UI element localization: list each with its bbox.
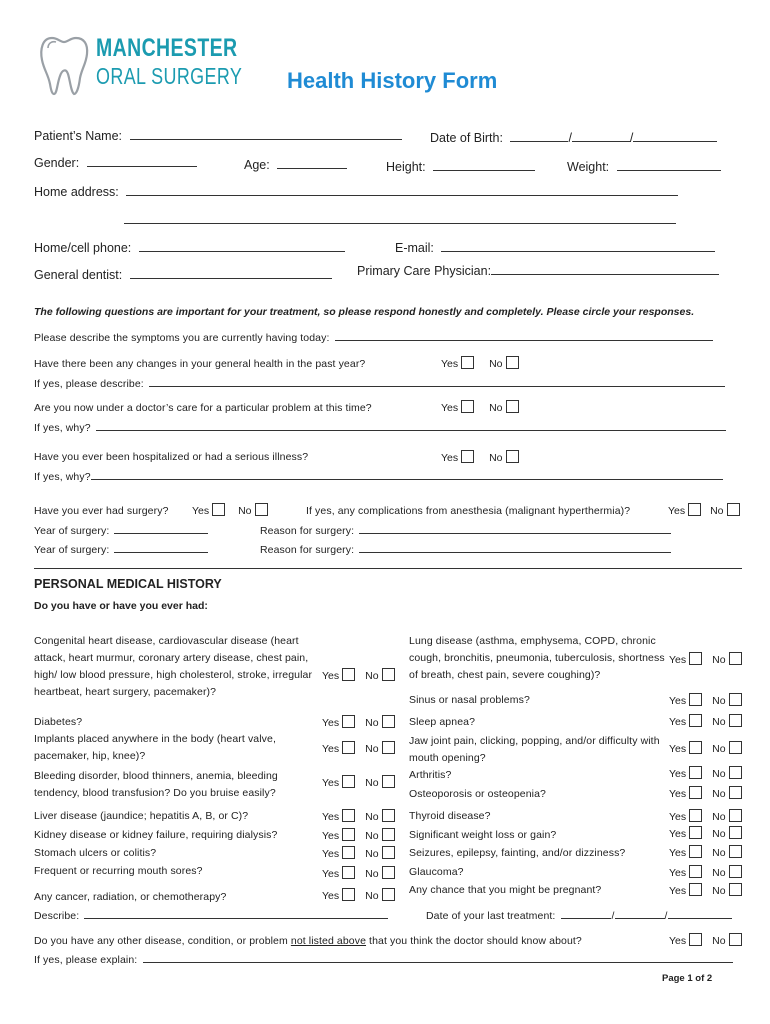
doctor-care-no-checkbox[interactable] <box>506 400 519 413</box>
hospitalized-yes-no <box>441 450 519 464</box>
yes-label: Yes <box>669 828 687 840</box>
gender-label: Gender: <box>34 156 80 170</box>
describe-row <box>34 909 388 922</box>
yes-label: Yes <box>441 402 459 414</box>
pregnant-yes-no <box>669 883 742 897</box>
heart-yes-no <box>322 668 395 682</box>
cancer-yes-checkbox[interactable] <box>342 888 355 901</box>
thyroid-yes-checkbox[interactable] <box>689 809 702 822</box>
no-label: No <box>365 670 379 682</box>
last-treatment-day-field[interactable] <box>615 909 665 919</box>
glaucoma-no-checkbox[interactable] <box>729 865 742 878</box>
yes-label: Yes <box>669 847 687 859</box>
yes-label: Yes <box>669 768 687 780</box>
email-label: E-mail: <box>395 241 434 255</box>
osteoporosis-no-checkbox[interactable] <box>729 786 742 799</box>
reason-surgery-field[interactable] <box>359 524 671 534</box>
condition-sleep-apnea: Sleep apnea? <box>409 716 476 728</box>
patient-name-label: Patient’s Name: <box>34 129 123 143</box>
doctor-why-label: If yes, why? <box>34 422 91 434</box>
no-label: No <box>489 452 503 464</box>
jaw-no-checkbox[interactable] <box>729 741 742 754</box>
no-label: No <box>710 505 724 517</box>
seizures-no-checkbox[interactable] <box>729 845 742 858</box>
dentist-label: General dentist: <box>34 268 123 282</box>
yes-label: Yes <box>322 890 340 902</box>
anesthesia-question: If yes, any complications from anesthesia (malignant hyperthermia)? <box>306 505 631 517</box>
glaucoma-yes-checkbox[interactable] <box>689 865 702 878</box>
yes-label: Yes <box>322 868 340 880</box>
osteoporosis-yes-checkbox[interactable] <box>689 786 702 799</box>
condition-sinus: Sinus or nasal problems? <box>409 694 530 706</box>
no-label: No <box>489 402 503 414</box>
no-label: No <box>712 654 726 666</box>
cancer-no-checkbox[interactable] <box>382 888 395 901</box>
other-disease-emphasis: not listed above <box>290 935 367 947</box>
weight-label: Weight: <box>567 160 610 174</box>
yes-label: Yes <box>669 654 687 666</box>
sleep-apnea-yes-checkbox[interactable] <box>689 714 702 727</box>
pregnant-no-checkbox[interactable] <box>729 883 742 896</box>
hospitalized-why-row <box>34 470 723 483</box>
other-disease-yes-checkbox[interactable] <box>689 933 702 946</box>
hospitalized-why-field[interactable] <box>91 470 723 480</box>
condition-diabetes: Diabetes? <box>34 716 83 728</box>
section-divider <box>34 568 742 569</box>
phone-row <box>34 240 345 255</box>
kidney-no-checkbox[interactable] <box>382 828 395 841</box>
dob-label: Date of Birth: <box>430 131 503 145</box>
other-disease-text-end: that you think the doctor should know about? <box>366 935 582 947</box>
yes-label: Yes <box>669 743 687 755</box>
implants-no-checkbox[interactable] <box>382 741 395 754</box>
doctor-why-field[interactable] <box>96 421 726 431</box>
age-row <box>244 157 347 172</box>
no-label: No <box>365 848 379 860</box>
yes-label: Yes <box>669 885 687 897</box>
changes-describe-label: If yes, please describe: <box>34 378 144 390</box>
osteoporosis-yes-no <box>669 786 742 800</box>
condition-jaw: Jaw joint pain, clicking, popping, and/or difficulty with mouth opening? <box>409 735 660 764</box>
no-label: No <box>712 828 726 840</box>
anesthesia-yes-checkbox[interactable] <box>688 503 701 516</box>
weight-change-yes-checkbox[interactable] <box>689 826 702 839</box>
stomach-no-checkbox[interactable] <box>382 846 395 859</box>
condition-cancer: Any cancer, radiation, or chemotherapy? <box>34 891 227 903</box>
symptoms-field[interactable] <box>335 331 713 341</box>
yes-label: Yes <box>441 452 459 464</box>
anesthesia-no-checkbox[interactable] <box>727 503 740 516</box>
other-disease-yes-no <box>669 933 742 947</box>
explain-field[interactable] <box>143 953 733 963</box>
changes-describe-field[interactable] <box>149 377 725 387</box>
jaw-yes-checkbox[interactable] <box>689 741 702 754</box>
arthritis-no-checkbox[interactable] <box>729 766 742 779</box>
address-row <box>34 184 678 199</box>
implants-yes-checkbox[interactable] <box>342 741 355 754</box>
weight-change-yes-no <box>669 826 742 840</box>
page-number: Page 1 of 2 <box>662 973 713 984</box>
reason-surgery-label: Reason for surgery: <box>260 525 355 537</box>
weight-change-no-checkbox[interactable] <box>729 826 742 839</box>
no-label: No <box>712 768 726 780</box>
no-label: No <box>712 811 726 823</box>
hospitalized-why-label: If yes, why? <box>34 471 91 483</box>
condition-thyroid: Thyroid disease? <box>409 810 491 822</box>
yes-label: Yes <box>669 695 687 707</box>
no-label: No <box>365 743 379 755</box>
thyroid-no-checkbox[interactable] <box>729 809 742 822</box>
no-label: No <box>712 867 726 879</box>
kidney-yes-checkbox[interactable] <box>342 828 355 841</box>
mouth-sores-yes-checkbox[interactable] <box>342 866 355 879</box>
changes-yes-checkbox[interactable] <box>461 356 474 369</box>
sinus-yes-checkbox[interactable] <box>689 693 702 706</box>
diabetes-yes-no <box>322 715 395 729</box>
doctor-why-row <box>34 421 726 434</box>
date-separator: / <box>664 910 668 922</box>
yes-label: Yes <box>322 670 340 682</box>
yes-label: Yes <box>669 935 687 947</box>
logo-text-line2: ORAL SURGERY <box>96 63 243 89</box>
height-row <box>386 159 535 174</box>
year-surgery-field[interactable] <box>114 543 208 553</box>
reason-surgery-row-1 <box>260 524 671 537</box>
year-surgery-row-2 <box>34 543 208 556</box>
sinus-no-checkbox[interactable] <box>729 693 742 706</box>
thyroid-yes-no <box>669 809 742 823</box>
pcp-row <box>357 263 719 278</box>
dob-separator: / <box>629 131 634 145</box>
condition-implants: Implants placed anywhere in the body (heart valve, pacemaker, hip, knee)? <box>34 733 276 762</box>
tooth-logo-icon <box>38 34 96 98</box>
address-field-2[interactable] <box>124 212 676 224</box>
lung-yes-no <box>669 652 742 666</box>
dentist-row <box>34 267 332 282</box>
other-disease-text: Do you have any other disease, condition, or problem <box>34 935 291 947</box>
email-field[interactable] <box>441 240 715 252</box>
implants-yes-no <box>322 741 395 755</box>
reason-surgery-label: Reason for surgery: <box>260 544 355 556</box>
yes-label: Yes <box>669 788 687 800</box>
arthritis-yes-no <box>669 766 742 780</box>
height-field[interactable] <box>433 159 535 171</box>
hospitalized-no-checkbox[interactable] <box>506 450 519 463</box>
patient-name-field[interactable] <box>130 128 402 140</box>
reason-surgery-field[interactable] <box>359 543 671 553</box>
condition-mouth-sores: Frequent or recurring mouth sores? <box>34 865 203 877</box>
yes-label: Yes <box>441 358 459 370</box>
dob-separator: / <box>568 131 572 145</box>
dob-month-field[interactable] <box>510 130 568 142</box>
condition-pregnant: Any chance that you might be pregnant? <box>409 884 602 896</box>
year-surgery-field[interactable] <box>114 524 208 534</box>
bleeding-yes-checkbox[interactable] <box>342 775 355 788</box>
yes-label: Yes <box>322 811 340 823</box>
condition-stomach: Stomach ulcers or colitis? <box>34 847 157 859</box>
symptoms-label: Please describe the symptoms you are currently having today: <box>34 332 330 344</box>
yes-label: Yes <box>322 848 340 860</box>
heart-no-checkbox[interactable] <box>382 668 395 681</box>
other-disease-question <box>34 935 582 947</box>
gender-row <box>34 155 197 170</box>
dentist-field[interactable] <box>130 267 332 279</box>
yes-label: Yes <box>669 811 687 823</box>
jaw-yes-no <box>669 741 742 755</box>
cancer-yes-no <box>322 888 395 902</box>
changes-describe-row <box>34 377 725 390</box>
describe-label: Describe: <box>34 910 80 922</box>
medical-history-heading: PERSONAL MEDICAL HISTORY <box>34 577 222 591</box>
last-treatment-label: Date of your last treatment: <box>426 910 556 922</box>
pcp-field[interactable] <box>491 263 719 275</box>
dob-year-field[interactable] <box>633 130 717 142</box>
explain-row <box>34 953 733 966</box>
yes-label: Yes <box>322 717 340 729</box>
seizures-yes-no <box>669 845 742 859</box>
age-field[interactable] <box>277 157 347 169</box>
kidney-yes-no <box>322 828 395 842</box>
mouth-sores-yes-no <box>322 866 395 880</box>
phone-field[interactable] <box>139 240 345 252</box>
year-surgery-label: Year of surgery: <box>34 525 110 537</box>
hospitalized-question: Have you ever been hospitalized or had a serious illness? <box>34 451 309 463</box>
condition-glaucoma: Glaucoma? <box>409 866 464 878</box>
glaucoma-yes-no <box>669 865 742 879</box>
email-row <box>395 240 715 255</box>
yes-label: Yes <box>669 867 687 879</box>
symptoms-row <box>34 331 713 344</box>
condition-seizures: Seizures, epilepsy, fainting, and/or dizziness? <box>409 847 626 859</box>
no-label: No <box>238 505 252 517</box>
weight-row <box>567 159 721 174</box>
doctor-care-question: Are you now under a doctor’s care for a particular problem at this time? <box>34 402 372 414</box>
arthritis-yes-checkbox[interactable] <box>689 766 702 779</box>
yes-label: Yes <box>322 743 340 755</box>
address-field-1[interactable] <box>126 184 678 196</box>
stomach-yes-no <box>322 846 395 860</box>
surgery-yes-no <box>192 503 268 517</box>
yes-label: Yes <box>322 830 340 842</box>
yes-label: Yes <box>192 505 210 517</box>
no-label: No <box>365 717 379 729</box>
gender-field[interactable] <box>87 155 197 167</box>
last-treatment-month-field[interactable] <box>561 909 611 919</box>
condition-bleeding: Bleeding disorder, blood thinners, anemia, bleeding tendency, blood transfusion? Do you bruise easily? <box>34 770 278 799</box>
surgery-yes-checkbox[interactable] <box>212 503 225 516</box>
no-label: No <box>712 716 726 728</box>
pcp-label: Primary Care Physician: <box>357 264 492 278</box>
year-surgery-label: Year of surgery: <box>34 544 110 556</box>
medical-history-subheading: Do you have or have you ever had: <box>34 600 208 612</box>
instructions-text: The following questions are important for your treatment, so please respond honestly and completely. Please circle your responses. <box>34 306 695 318</box>
reason-surgery-row-2 <box>260 543 671 556</box>
year-surgery-row-1 <box>34 524 208 537</box>
dob-row <box>430 130 717 145</box>
age-label: Age: <box>244 158 270 172</box>
doctor-care-yes-checkbox[interactable] <box>461 400 474 413</box>
no-label: No <box>712 935 726 947</box>
heart-yes-checkbox[interactable] <box>342 668 355 681</box>
changes-question: Have there been any changes in your general health in the past year? <box>34 358 366 370</box>
pregnant-yes-checkbox[interactable] <box>689 883 702 896</box>
changes-no-checkbox[interactable] <box>506 356 519 369</box>
address-row-2 <box>124 212 676 227</box>
no-label: No <box>712 743 726 755</box>
no-label: No <box>712 695 726 707</box>
lung-yes-checkbox[interactable] <box>689 652 702 665</box>
diabetes-yes-checkbox[interactable] <box>342 715 355 728</box>
yes-label: Yes <box>669 716 687 728</box>
sinus-yes-no <box>669 693 742 707</box>
explain-label: If yes, please explain: <box>34 954 138 966</box>
patient-name-row <box>34 128 402 143</box>
last-treatment-year-field[interactable] <box>668 909 732 919</box>
condition-heart: Congenital heart disease, cardiovascular disease (heart attack, heart murmur, coronary artery disease, chest pain, high/ low blood pressure, high cholesterol, stroke, irregular heartbeat, heart surgery, pacemaker)? <box>34 635 313 698</box>
height-label: Height: <box>386 160 426 174</box>
bleeding-no-checkbox[interactable] <box>382 775 395 788</box>
sleep-apnea-no-checkbox[interactable] <box>729 714 742 727</box>
yes-label: Yes <box>668 505 686 517</box>
date-separator: / <box>611 910 615 922</box>
sleep-apnea-yes-no <box>669 714 742 728</box>
condition-kidney: Kidney disease or kidney failure, requiring dialysis? <box>34 829 278 841</box>
no-label: No <box>365 868 379 880</box>
mouth-sores-no-checkbox[interactable] <box>382 866 395 879</box>
yes-label: Yes <box>322 777 340 789</box>
condition-osteoporosis: Osteoporosis or osteopenia? <box>409 788 546 800</box>
liver-yes-checkbox[interactable] <box>342 809 355 822</box>
seizures-yes-checkbox[interactable] <box>689 845 702 858</box>
describe-field[interactable] <box>84 909 388 919</box>
no-label: No <box>365 890 379 902</box>
other-disease-no-checkbox[interactable] <box>729 933 742 946</box>
changes-yes-no <box>441 356 519 370</box>
last-treatment-row <box>426 909 732 922</box>
dob-day-field[interactable] <box>572 130 630 142</box>
bleeding-yes-no <box>322 775 395 789</box>
page-title: Health History Form <box>287 68 498 93</box>
liver-yes-no <box>322 809 395 823</box>
doctor-care-yes-no <box>441 400 519 414</box>
stomach-yes-checkbox[interactable] <box>342 846 355 859</box>
no-label: No <box>712 847 726 859</box>
liver-no-checkbox[interactable] <box>382 809 395 822</box>
lung-no-checkbox[interactable] <box>729 652 742 665</box>
condition-liver: Liver disease (jaundice; hepatitis A, B, or C)? <box>34 810 249 822</box>
no-label: No <box>365 830 379 842</box>
no-label: No <box>489 358 503 370</box>
condition-arthritis: Arthritis? <box>409 769 452 781</box>
condition-weight: Significant weight loss or gain? <box>409 829 557 841</box>
surgery-question: Have you ever had surgery? <box>34 505 169 517</box>
no-label: No <box>712 788 726 800</box>
condition-lung: Lung disease (asthma, emphysema, COPD, chronic cough, bronchitis, pneumonia, tuberculosis, shortness of breath, chest pain, severe coughing)? <box>409 635 665 681</box>
diabetes-no-checkbox[interactable] <box>382 715 395 728</box>
phone-label: Home/cell phone: <box>34 241 132 255</box>
surgery-no-checkbox[interactable] <box>255 503 268 516</box>
no-label: No <box>365 777 379 789</box>
anesthesia-yes-no <box>668 503 740 517</box>
hospitalized-yes-checkbox[interactable] <box>461 450 474 463</box>
no-label: No <box>365 811 379 823</box>
address-label: Home address: <box>34 185 119 199</box>
no-label: No <box>712 885 726 897</box>
weight-field[interactable] <box>617 159 721 171</box>
logo-text-line1: MANCHESTER <box>96 34 238 62</box>
